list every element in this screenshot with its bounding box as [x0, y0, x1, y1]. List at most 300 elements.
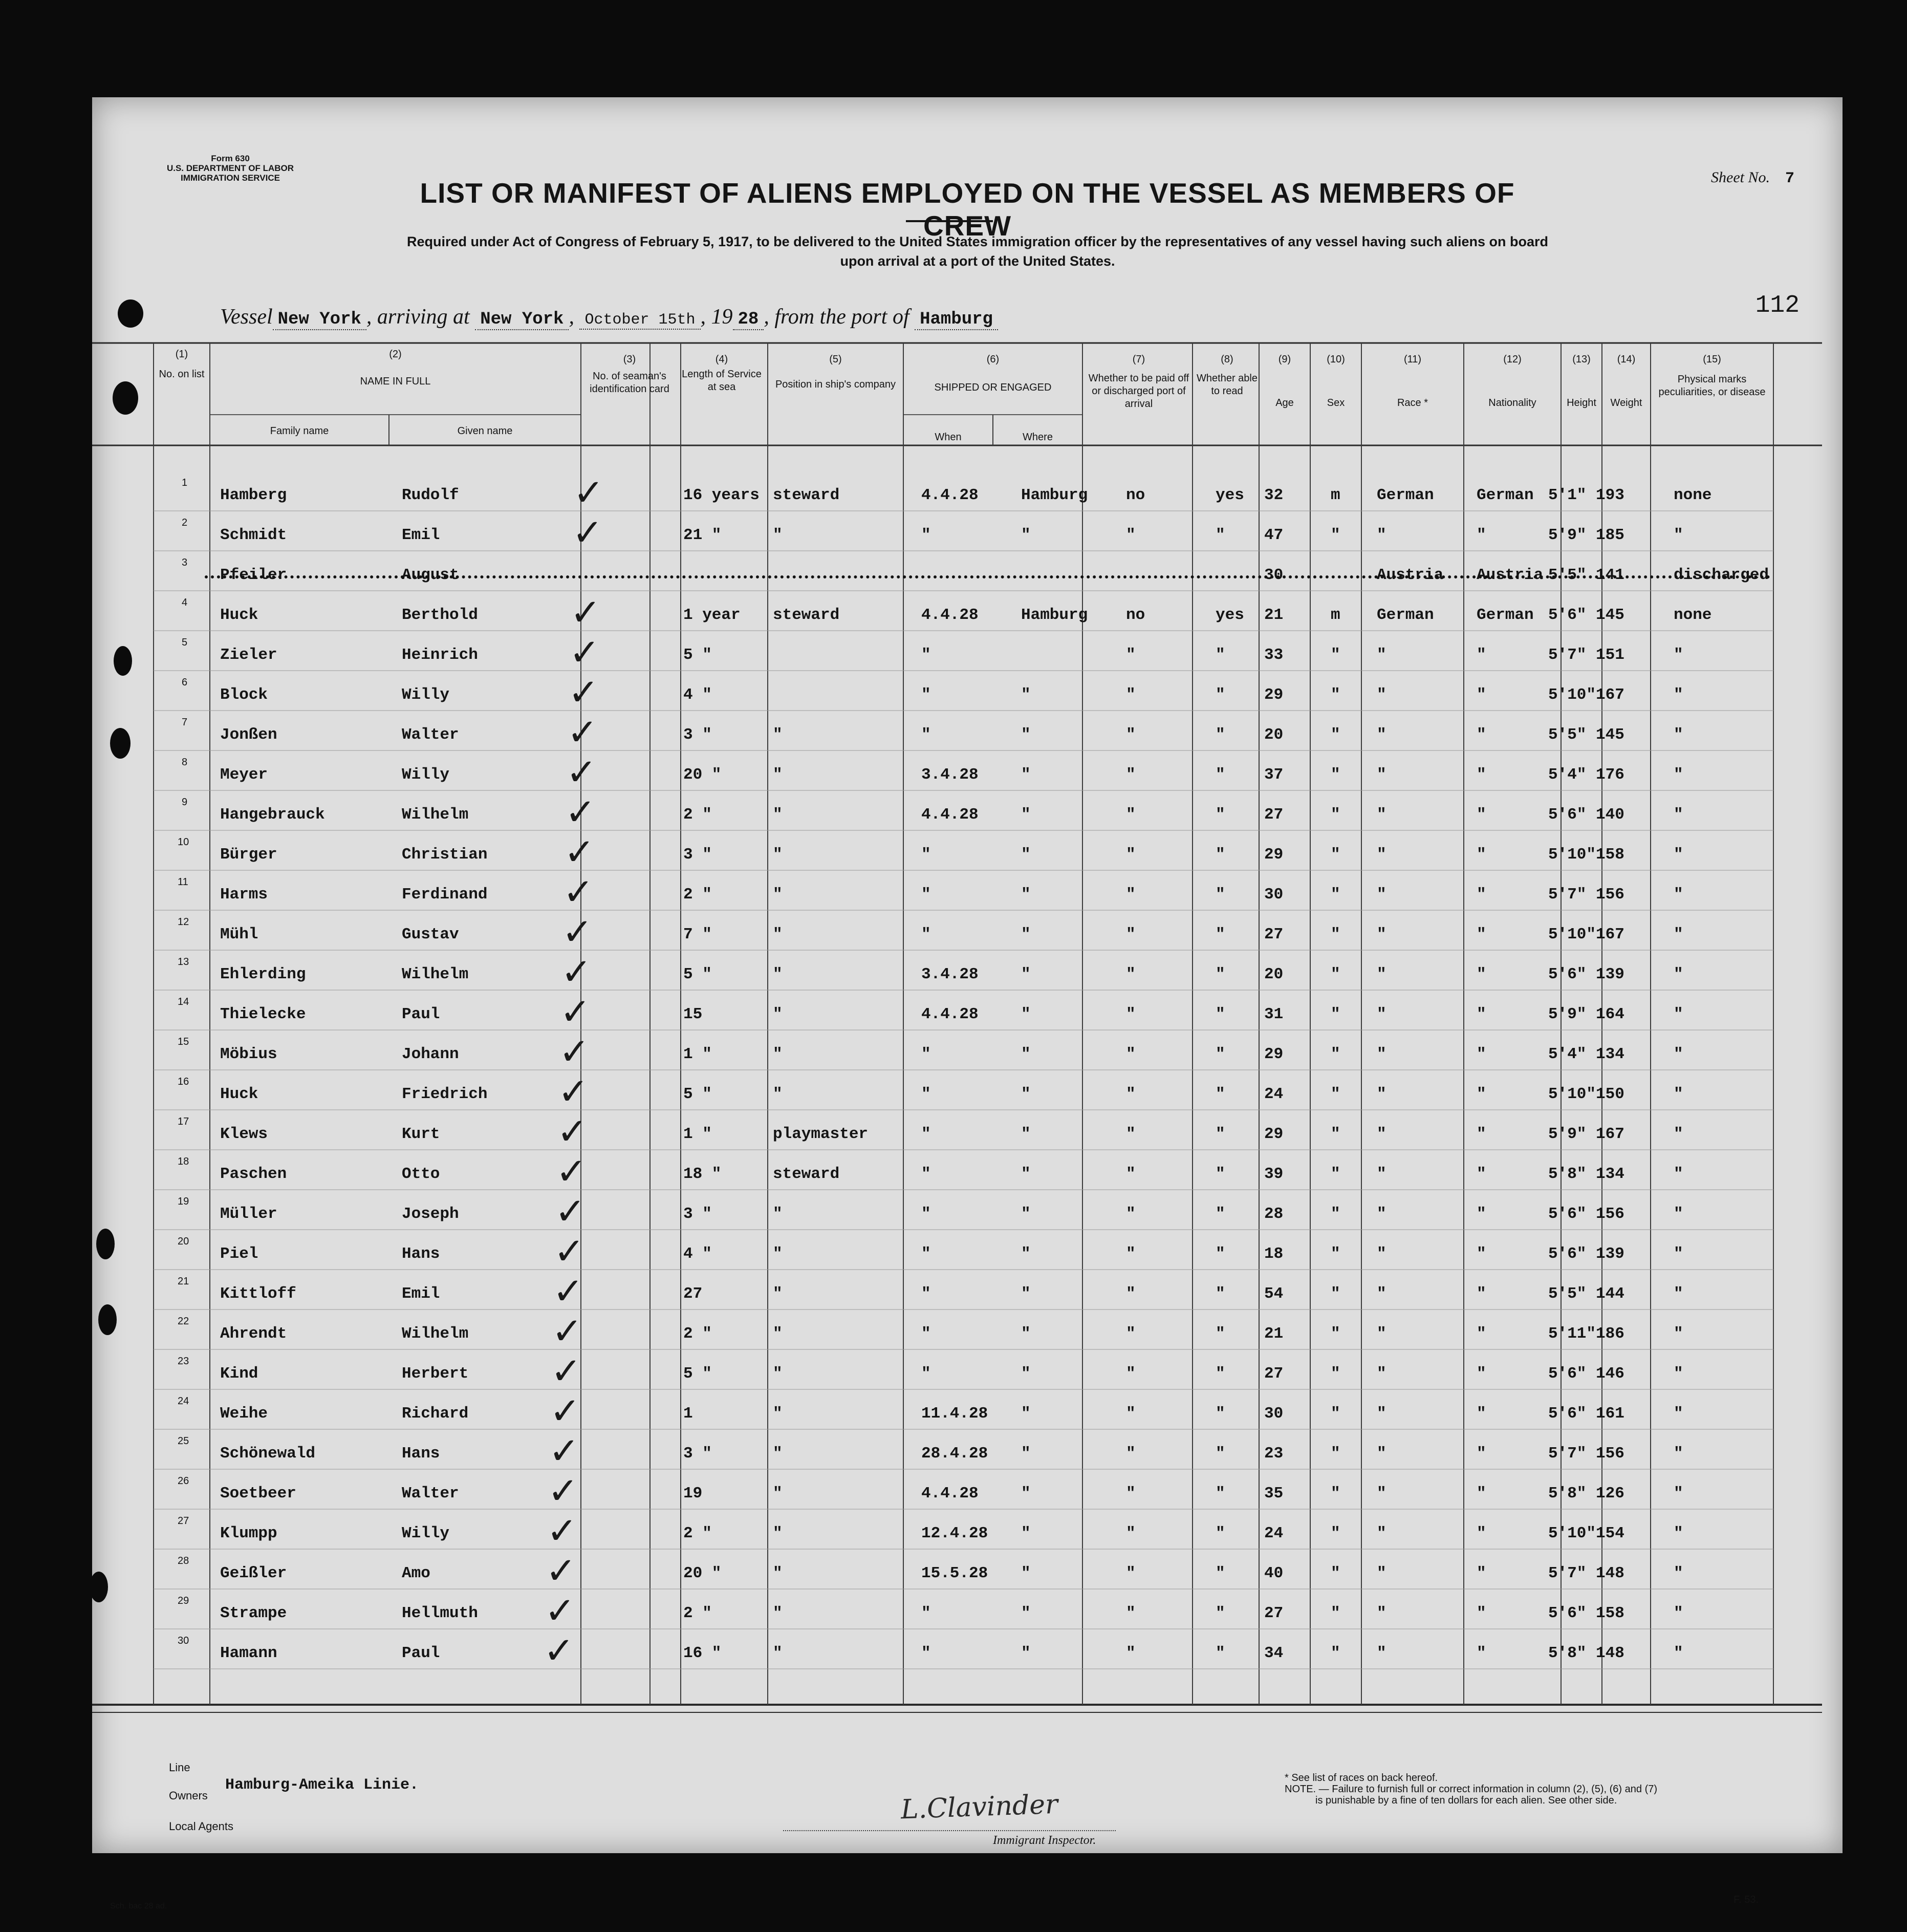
able-to-read-cell: " [1216, 1365, 1225, 1383]
sex-cell: " [1331, 1405, 1340, 1423]
paid-off-cell: " [1126, 766, 1136, 784]
shipped-where-cell: " [1021, 526, 1031, 544]
height-cell: 5'10" [1548, 846, 1596, 864]
sex-cell: " [1331, 886, 1340, 904]
family-name-cell: Geißler [220, 1564, 287, 1582]
paid-off-cell: " [1126, 1125, 1136, 1143]
physical-marks-cell: " [1674, 1365, 1683, 1383]
age-cell: 31 [1264, 1005, 1284, 1023]
given-name-cell: Willy [402, 766, 450, 784]
physical-marks-cell: " [1674, 886, 1683, 904]
shipped-where-cell: " [1021, 1445, 1031, 1463]
race-cell: " [1377, 686, 1386, 704]
col-header-13: (13) Height [1567, 354, 1596, 409]
family-name-cell: Meyer [220, 766, 268, 784]
physical-marks-cell: " [1674, 1604, 1683, 1622]
weight-cell: 186 [1596, 1325, 1624, 1343]
position-cell: " [773, 766, 783, 784]
family-name-cell: Ehlerding [220, 965, 306, 983]
able-to-read-cell: " [1216, 1604, 1225, 1622]
voyage-line: Vessel New York , arriving at New York , October 15th , 19 28 , from the port of Hamburg [220, 305, 998, 329]
family-name-cell: Pfeiler [220, 566, 287, 584]
position-cell: " [773, 1285, 783, 1303]
shipped-when-cell: " [921, 1205, 931, 1223]
able-to-read-cell: " [1216, 1125, 1225, 1143]
identification-check-mark: ✓ [554, 1230, 585, 1273]
race-cell: " [1377, 1125, 1386, 1143]
height-cell: 5'10" [1548, 686, 1596, 704]
identification-check-mark: ✓ [570, 591, 601, 634]
height-cell: 5'11" [1548, 1325, 1596, 1343]
nationality-cell: " [1477, 1564, 1486, 1582]
identification-check-mark: ✓ [572, 511, 603, 554]
height-cell: 5'7" [1548, 646, 1587, 664]
height-cell: 5'6" [1548, 1405, 1587, 1423]
paid-off-cell: " [1126, 1644, 1136, 1662]
height-cell: 5'9" [1548, 1005, 1587, 1023]
height-cell: 5'7" [1548, 1564, 1587, 1582]
physical-marks-cell: none [1674, 486, 1712, 504]
row-number: 14 [178, 996, 189, 1007]
height-cell: 5'8" [1548, 1644, 1587, 1662]
row-number: 6 [182, 677, 188, 688]
paid-off-cell: " [1126, 1564, 1136, 1582]
weight-cell: 150 [1596, 1085, 1624, 1103]
position-cell: " [773, 1485, 783, 1502]
nationality-cell: " [1477, 1005, 1486, 1023]
service-length-cell: 5 " [683, 1365, 712, 1383]
shipped-when-cell: " [921, 686, 931, 704]
height-cell: 5'8" [1548, 1165, 1587, 1183]
row-number: 26 [178, 1475, 189, 1487]
nationality-cell: " [1477, 846, 1486, 864]
shipped-when-cell: " [921, 846, 931, 864]
position-cell: " [773, 1365, 783, 1383]
strike-through-line [205, 575, 1771, 578]
nationality-cell: " [1477, 965, 1486, 983]
physical-marks-cell: " [1674, 1285, 1683, 1303]
punch-hole [98, 1304, 117, 1335]
physical-marks-cell: " [1674, 526, 1683, 544]
shipped-where-cell: " [1021, 766, 1031, 784]
weight-cell: 185 [1596, 526, 1624, 544]
able-to-read-cell: yes [1216, 486, 1244, 504]
sex-cell: m [1331, 606, 1340, 624]
given-name-cell: Heinrich [402, 646, 478, 664]
family-name-cell: Hamberg [220, 486, 287, 504]
physical-marks-cell: " [1674, 1005, 1683, 1023]
shipped-where-cell: " [1021, 1564, 1031, 1582]
vessel-name: New York [273, 310, 366, 330]
paid-off-cell: " [1126, 1045, 1136, 1063]
sex-cell: " [1331, 766, 1340, 784]
race-cell: " [1377, 1564, 1386, 1582]
nationality-cell: " [1477, 1245, 1486, 1263]
weight-cell: 134 [1596, 1165, 1624, 1183]
race-cell: " [1377, 1445, 1386, 1463]
able-to-read-cell: yes [1216, 606, 1244, 624]
race-cell: " [1377, 646, 1386, 664]
age-cell: 28 [1264, 1205, 1284, 1223]
position-cell: " [773, 1085, 783, 1103]
row-number: 25 [178, 1435, 189, 1447]
nationality-cell: " [1477, 926, 1486, 943]
given-name-cell: Berthold [402, 606, 478, 624]
col-header-6b: Where [1023, 432, 1053, 443]
given-name-cell: Willy [402, 1525, 450, 1542]
service-length-cell: 1 " [683, 1045, 712, 1063]
race-cell: " [1377, 806, 1386, 824]
sex-cell: " [1331, 1365, 1340, 1383]
nationality-cell: German [1477, 606, 1534, 624]
sex-cell: " [1331, 1205, 1340, 1223]
shipped-where-cell: " [1021, 1285, 1031, 1303]
identification-check-mark: ✓ [552, 1310, 583, 1353]
position-cell: " [773, 1564, 783, 1582]
shipped-when-cell: 28.4.28 [921, 1445, 988, 1463]
given-name-cell: Hellmuth [402, 1604, 478, 1622]
given-name-cell: Joseph [402, 1205, 459, 1223]
owners-label: Owners [169, 1789, 208, 1802]
service-length-cell: 3 " [683, 1205, 712, 1223]
shipped-where-cell: " [1021, 886, 1031, 904]
family-name-cell: Weihe [220, 1405, 268, 1423]
service-length-cell: 1 year [683, 606, 741, 624]
given-name-cell: Kurt [402, 1125, 440, 1143]
identification-check-mark: ✓ [548, 1469, 579, 1512]
shipped-where-cell: " [1021, 806, 1031, 824]
form-reference: F. 53. [1733, 1894, 1759, 1905]
shipped-where-cell: " [1021, 965, 1031, 983]
nationality-cell: " [1477, 1085, 1486, 1103]
paid-off-cell: no [1126, 606, 1145, 624]
race-cell: " [1377, 1525, 1386, 1542]
row-number: 2 [182, 517, 188, 528]
family-name-cell: Paschen [220, 1165, 287, 1183]
position-cell: " [773, 726, 783, 744]
family-name-cell: Thielecke [220, 1005, 306, 1023]
identification-check-mark: ✓ [549, 1429, 580, 1472]
sex-cell: " [1331, 1525, 1340, 1542]
sex-cell: " [1331, 1005, 1340, 1023]
sheet-number: Sheet No. 7 [1711, 169, 1794, 187]
shipped-when-cell: 3.4.28 [921, 965, 979, 983]
able-to-read-cell: " [1216, 1325, 1225, 1343]
service-length-cell: 5 " [683, 1085, 712, 1103]
row-number: 23 [178, 1356, 189, 1367]
given-name-cell: Wilhelm [402, 1325, 469, 1343]
identification-check-mark: ✓ [563, 870, 594, 913]
paid-off-cell: " [1126, 846, 1136, 864]
given-name-cell: Amo [402, 1564, 430, 1582]
position-cell: steward [773, 486, 840, 504]
weight-cell: 140 [1596, 806, 1624, 824]
shipped-where-cell: " [1021, 1405, 1031, 1423]
weight-cell: 141 [1596, 566, 1624, 584]
weight-cell: 158 [1596, 846, 1624, 864]
weight-cell: 126 [1596, 1485, 1624, 1502]
local-agents-label: Local Agents [169, 1820, 233, 1833]
shipped-when-cell: " [921, 646, 931, 664]
height-cell: 5'10" [1548, 1085, 1596, 1103]
service: IMMIGRATION SERVICE [181, 173, 280, 183]
given-name-cell: Johann [402, 1045, 459, 1063]
able-to-read-cell: " [1216, 526, 1225, 544]
sex-cell: " [1331, 1245, 1340, 1263]
physical-marks-cell: " [1674, 1405, 1683, 1423]
shipped-when-cell: " [921, 1365, 931, 1383]
punch-hole [96, 1229, 115, 1259]
family-name-cell: Strampe [220, 1604, 287, 1622]
sex-cell: " [1331, 1045, 1340, 1063]
age-cell: 21 [1264, 606, 1284, 624]
given-name-cell: Hans [402, 1245, 440, 1263]
page-subtitle: Required under Act of Congress of February 5, 1917, to be delivered to the United States immigration officer by the representatives of any vessel having such aliens on board upon arrival at a port of the United States. [406, 234, 1549, 269]
family-name-cell: Huck [220, 1085, 258, 1103]
identification-check-mark: ✓ [555, 1190, 586, 1233]
weight-cell: 158 [1596, 1604, 1624, 1622]
physical-marks-cell: " [1674, 1445, 1683, 1463]
departure-port: Hamburg [915, 310, 998, 330]
identification-check-mark: ✓ [565, 790, 596, 833]
position-cell: " [773, 1445, 783, 1463]
sex-cell: " [1331, 1644, 1340, 1662]
paid-off-cell: " [1126, 1085, 1136, 1103]
age-cell: 29 [1264, 686, 1284, 704]
shipped-where-cell: " [1021, 726, 1031, 744]
position-cell: " [773, 1644, 783, 1662]
age-cell: 54 [1264, 1285, 1284, 1303]
race-cell: " [1377, 1325, 1386, 1343]
height-cell: 5'6" [1548, 1365, 1587, 1383]
family-name-cell: Müller [220, 1205, 277, 1223]
position-cell: " [773, 1005, 783, 1023]
given-name-cell: Wilhelm [402, 806, 469, 824]
service-length-cell: 5 " [683, 965, 712, 983]
paid-off-cell: no [1126, 486, 1145, 504]
height-cell: 5'10" [1548, 926, 1596, 943]
shipped-when-cell: 15.5.28 [921, 1564, 988, 1582]
physical-marks-cell: " [1674, 1564, 1683, 1582]
sex-cell: " [1331, 646, 1340, 664]
paid-off-cell: " [1126, 886, 1136, 904]
paid-off-cell: " [1126, 1245, 1136, 1263]
row-number: 21 [178, 1276, 189, 1287]
able-to-read-cell: " [1216, 646, 1225, 664]
race-cell: " [1377, 1165, 1386, 1183]
row-number: 1 [182, 477, 188, 488]
age-cell: 33 [1264, 646, 1284, 664]
row-number: 22 [178, 1316, 189, 1327]
row-number: 19 [178, 1196, 189, 1207]
age-cell: 34 [1264, 1644, 1284, 1662]
shipped-where-cell: " [1021, 1045, 1031, 1063]
race-cell: German [1377, 486, 1434, 504]
paid-off-cell: " [1126, 1325, 1136, 1343]
row-number: 15 [178, 1036, 189, 1047]
height-cell: 5'10" [1548, 1525, 1596, 1542]
physical-marks-cell: " [1674, 726, 1683, 744]
row-number: 13 [178, 956, 189, 968]
race-cell: Austria [1377, 566, 1444, 584]
row-number: 29 [178, 1595, 189, 1606]
shipped-where-cell: " [1021, 1085, 1031, 1103]
sex-cell: " [1331, 1604, 1340, 1622]
identification-check-mark: ✓ [545, 1589, 576, 1632]
given-name-cell: Wilhelm [402, 965, 469, 983]
row-number: 8 [182, 757, 188, 768]
row-number: 11 [178, 876, 188, 888]
shipped-when-cell: " [921, 1285, 931, 1303]
position-cell: " [773, 806, 783, 824]
shipped-when-cell: 4.4.28 [921, 806, 979, 824]
shipped-where-cell: " [1021, 1125, 1031, 1143]
age-cell: 24 [1264, 1085, 1284, 1103]
age-cell: 27 [1264, 806, 1284, 824]
row-number: 5 [182, 637, 188, 648]
arrival-year: 28 [733, 310, 764, 330]
shipped-when-cell: 12.4.28 [921, 1525, 988, 1542]
title-rule [906, 220, 993, 222]
family-name-cell: Klews [220, 1125, 268, 1143]
identification-check-mark: ✓ [546, 1549, 577, 1592]
given-name-cell: Paul [402, 1005, 440, 1023]
nationality-cell: " [1477, 686, 1486, 704]
position-cell: " [773, 846, 783, 864]
service-length-cell: 2 " [683, 806, 712, 824]
physical-marks-cell: " [1674, 806, 1683, 824]
position-cell: " [773, 526, 783, 544]
height-cell: 5'6" [1548, 806, 1587, 824]
weight-cell: 161 [1596, 1405, 1624, 1423]
col-header-11: (11) Race * [1397, 354, 1428, 409]
shipped-where-cell: " [1021, 1165, 1031, 1183]
physical-marks-cell: " [1674, 1125, 1683, 1143]
nationality-cell: " [1477, 726, 1486, 744]
able-to-read-cell: " [1216, 1405, 1225, 1423]
shipped-when-cell: " [921, 1604, 931, 1622]
weight-cell: 145 [1596, 726, 1624, 744]
identification-check-mark: ✓ [557, 1110, 588, 1153]
identification-check-mark: ✓ [560, 990, 591, 1033]
physical-marks-cell: " [1674, 965, 1683, 983]
row-number: 12 [178, 916, 189, 928]
age-cell: 20 [1264, 965, 1284, 983]
race-cell: " [1377, 526, 1386, 544]
family-name-cell: Schönewald [220, 1445, 316, 1463]
sex-cell: " [1331, 1564, 1340, 1582]
shipped-when-cell: 4.4.28 [921, 1005, 979, 1023]
weight-cell: 167 [1596, 1125, 1624, 1143]
position-cell: " [773, 1325, 783, 1343]
race-cell: " [1377, 1365, 1386, 1383]
race-cell: " [1377, 766, 1386, 784]
shipped-when-cell: " [921, 726, 931, 744]
height-cell: 5'9" [1548, 526, 1587, 544]
family-name-cell: Zieler [220, 646, 277, 664]
line-label: Line [169, 1761, 190, 1774]
able-to-read-cell: " [1216, 1045, 1225, 1063]
paid-off-cell: " [1126, 1604, 1136, 1622]
position-cell: " [773, 1205, 783, 1223]
row-number: 30 [178, 1635, 189, 1646]
race-cell: " [1377, 1644, 1386, 1662]
weight-cell: 146 [1596, 1365, 1624, 1383]
able-to-read-cell: " [1216, 1644, 1225, 1662]
form-number: Form 630 [211, 154, 250, 163]
weight-cell: 148 [1596, 1564, 1624, 1582]
age-cell: 30 [1264, 886, 1284, 904]
identification-check-mark: ✓ [573, 471, 604, 514]
physical-marks-cell: " [1674, 1165, 1683, 1183]
family-name-cell: Jonßen [220, 726, 277, 744]
family-name-cell: Harms [220, 886, 268, 904]
identification-check-mark: ✓ [569, 631, 600, 674]
paid-off-cell: " [1126, 1445, 1136, 1463]
sex-cell: " [1331, 726, 1340, 744]
given-name-cell: Emil [402, 1285, 440, 1303]
identification-check-mark: ✓ [551, 1349, 582, 1392]
able-to-read-cell: " [1216, 965, 1225, 983]
able-to-read-cell: " [1216, 1005, 1225, 1023]
col-header-6a: When [935, 432, 962, 443]
physical-marks-cell: discharged [1674, 566, 1769, 584]
arrival-date: October 15th [579, 311, 700, 330]
arrival-port: New York [475, 310, 569, 330]
identification-check-mark: ✓ [553, 1270, 584, 1313]
shipped-where-cell: " [1021, 926, 1031, 943]
height-cell: 5'6" [1548, 1205, 1587, 1223]
nationality-cell: " [1477, 646, 1486, 664]
paid-off-cell: " [1126, 646, 1136, 664]
race-cell: " [1377, 1005, 1386, 1023]
col-header-15: (15) Physical marks peculiarities, or disease [1658, 354, 1766, 398]
shipped-when-cell: " [921, 1165, 931, 1183]
height-cell: 5'7" [1548, 886, 1587, 904]
given-name-cell: Richard [402, 1405, 469, 1423]
able-to-read-cell: " [1216, 1445, 1225, 1463]
identification-check-mark: ✓ [566, 750, 597, 793]
sex-cell: " [1331, 686, 1340, 704]
weight-cell: 139 [1596, 965, 1624, 983]
paid-off-cell: " [1126, 1165, 1136, 1183]
row-number: 18 [178, 1156, 189, 1167]
shipped-where-cell: " [1021, 1005, 1031, 1023]
nationality-cell: " [1477, 806, 1486, 824]
col-header-8: (8) Whether able to read [1197, 354, 1258, 397]
identification-check-mark: ✓ [559, 1030, 590, 1073]
shipped-when-cell: 3.4.28 [921, 766, 979, 784]
position-cell: " [773, 886, 783, 904]
given-name-cell: Willy [402, 686, 450, 704]
family-name-cell: Piel [220, 1245, 258, 1263]
height-cell: 5'5" [1548, 566, 1587, 584]
paid-off-cell: " [1126, 1205, 1136, 1223]
given-name-cell: Hans [402, 1445, 440, 1463]
race-cell: " [1377, 1285, 1386, 1303]
weight-cell: 176 [1596, 766, 1624, 784]
family-name-cell: Block [220, 686, 268, 704]
age-cell: 39 [1264, 1165, 1284, 1183]
row-number: 20 [178, 1236, 189, 1247]
family-name-cell: Soetbeer [220, 1485, 296, 1502]
row-number: 9 [182, 797, 188, 808]
position-cell: playmaster [773, 1125, 869, 1143]
family-name-cell: Huck [220, 606, 258, 624]
paid-off-cell: " [1126, 686, 1136, 704]
height-cell: 5'9" [1548, 1125, 1587, 1143]
col-header-12: (12) Nationality [1488, 354, 1536, 409]
